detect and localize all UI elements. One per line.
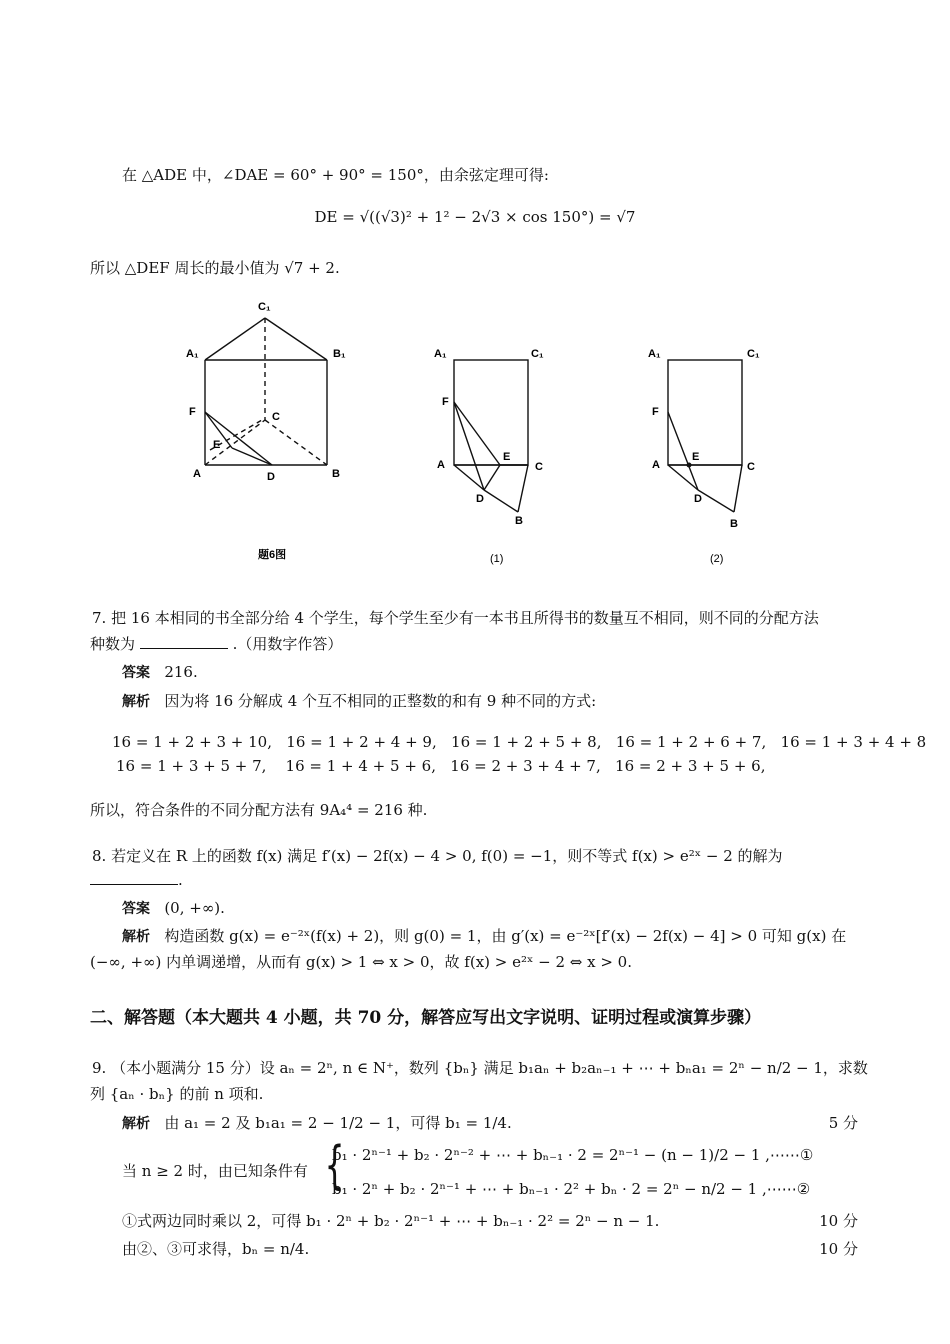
q9-line2: 列 {aₙ · bₙ} 的前 n 项和. [90, 1085, 264, 1103]
q8-line2-end: . [178, 871, 183, 889]
caption-fig6: 题6图 [258, 549, 287, 561]
label-C: C [535, 461, 543, 473]
label-C: C [272, 411, 280, 423]
answer-label: 答案 [122, 665, 150, 681]
label-D: D [267, 471, 275, 483]
label-C1: C₁ [747, 348, 760, 360]
q8-line1: 8. 若定义在 R 上的函数 f(x) 满足 f′(x) − 2f(x) − 4 > 0, f(0) = −1，则不等式 f(x) > e²ˣ − 2 的解为 [92, 847, 783, 865]
label-D: D [476, 493, 484, 505]
point-E [687, 463, 692, 468]
label-E: E [503, 451, 511, 463]
label-B1: B₁ [333, 348, 346, 360]
label-B: B [515, 515, 523, 527]
geometry-figures [0, 290, 950, 580]
label-A1: A₁ [186, 348, 199, 360]
q8-answer [122, 898, 225, 918]
label-A: A [652, 459, 660, 471]
q7-equations-row2: 16 = 1 + 3 + 5 + 7, 16 = 1 + 4 + 5 + 6, 16 = 2 + 3 + 4 + 7, 16 = 2 + 3 + 5 + 6, [116, 757, 766, 775]
equation: DE = √((√3)² + 1² − 2√3 × cos 150°) = √7 [314, 208, 636, 226]
q7-line1: 7. 把 16 本相同的书全部分给 4 个学生，每个学生至少有一本书且所得书的数量互不相同，则不同的分配方法 [92, 609, 819, 627]
q8-analysis1 [122, 925, 846, 946]
answer-blank [90, 870, 178, 885]
label-B: B [332, 468, 340, 480]
section-heading: 二、解答题（本大题共 4 小题，共 70 分，解答应写出文字说明、证明过程或演算步骤） [90, 1008, 762, 1028]
label-A: A [193, 468, 201, 480]
q7-line2-pre: 种数为 [90, 635, 136, 653]
score-10b: 10 分 [819, 1240, 858, 1258]
caption-2: (2) [710, 553, 724, 565]
score-10a: 10 分 [819, 1212, 858, 1230]
text-line: 所以 △DEF 周长的最小值为 √7 + 2. [90, 259, 340, 277]
label-F: F [189, 406, 196, 418]
q7-conclusion: 所以，符合条件的不同分配方法有 9A₄⁴ = 216 种. [90, 801, 428, 819]
answer-value: 216. [164, 663, 198, 681]
q9-step1 [122, 1112, 512, 1133]
label-E: E [692, 451, 700, 463]
label-A: A [437, 459, 445, 471]
q8-analysis2: (−∞, +∞) 内单调递增，从而有 g(x) > 1 ⇔ x > 0，故 f(x) > e²ˣ − 2 ⇔ x > 0. [90, 953, 632, 971]
label-A1: A₁ [648, 348, 661, 360]
q7-answer [122, 662, 198, 682]
label-D: D [694, 493, 702, 505]
analysis-label: 解析 [122, 1116, 150, 1132]
label-F: F [652, 406, 659, 418]
q9-step2-pre: 当 n ≥ 2 时，由已知条件有 [122, 1162, 308, 1180]
q9-step4: 由②、③可求得，bₙ = n/4. [122, 1240, 310, 1258]
system-eq2: b₁ · 2ⁿ + b₂ · 2ⁿ⁻¹ + ⋯ + bₙ₋₁ · 2² + bₙ · 2 = 2ⁿ − n/2 − 1 ,⋯⋯② [332, 1180, 811, 1198]
analysis-label: 解析 [122, 694, 150, 710]
q9-line1: 9. （本小题满分 15 分）设 aₙ = 2ⁿ, n ∈ N⁺，数列 {bₙ} 满足 b₁aₙ + b₂aₙ₋₁ + ⋯ + bₙa₁ = 2ⁿ − n/2 − 1，求数 [92, 1059, 868, 1077]
system-brace: { [324, 1136, 345, 1196]
figure-unfold-2 [668, 360, 742, 512]
q9-step3: ①式两边同时乘以 2，可得 b₁ · 2ⁿ + b₂ · 2ⁿ⁻¹ + ⋯ + bₙ₋₁ · 2² = 2ⁿ − n − 1. [122, 1212, 660, 1230]
q7-line2 [90, 633, 342, 654]
label-F: F [442, 396, 449, 408]
system-eq1: b₁ · 2ⁿ⁻¹ + b₂ · 2ⁿ⁻² + ⋯ + bₙ₋₁ · 2 = 2ⁿ⁻¹ − (n − 1)/2 − 1 ,⋯⋯① [332, 1146, 814, 1164]
answer-value: (0, +∞). [164, 899, 225, 917]
analysis-text: 因为将 16 分解成 4 个互不相同的正整数的和有 9 种不同的方式: [164, 692, 597, 710]
label-C: C [747, 461, 755, 473]
figure-unfold-1 [454, 360, 528, 512]
answer-blank [140, 634, 228, 649]
step1-text: 由 a₁ = 2 及 b₁a₁ = 2 − 1/2 − 1，可得 b₁ = 1/4. [164, 1114, 512, 1132]
score-5: 5 分 [828, 1114, 858, 1132]
answer-label: 答案 [122, 901, 150, 917]
analysis-text: 构造函数 g(x) = e⁻²ˣ(f(x) + 2)，则 g(0) = 1，由 g′(x) = e⁻²ˣ[f′(x) − 2f(x) − 4] > 0 可知 g(x) 在 [164, 927, 847, 945]
analysis-label: 解析 [122, 929, 150, 945]
label-B: B [730, 518, 738, 530]
caption-1: (1) [490, 553, 504, 565]
text-line: 在 △ADE 中，∠DAE = 60° + 90° = 150°，由余弦定理可得: [122, 166, 549, 184]
label-A1: A₁ [434, 348, 447, 360]
q7-line2-post: .（用数字作答） [232, 635, 343, 653]
q8-line2 [90, 870, 183, 889]
figure-prism [205, 318, 327, 465]
label-C1: C₁ [258, 301, 271, 313]
q7-analysis [122, 690, 596, 711]
q7-equations-row1: 16 = 1 + 2 + 3 + 10, 16 = 1 + 2 + 4 + 9, 16 = 1 + 2 + 5 + 8, 16 = 1 + 2 + 6 + 7, 16 = 1 + 3 + 4 + 8 [112, 733, 927, 751]
label-E: E [213, 439, 221, 451]
label-C1: C₁ [531, 348, 544, 360]
